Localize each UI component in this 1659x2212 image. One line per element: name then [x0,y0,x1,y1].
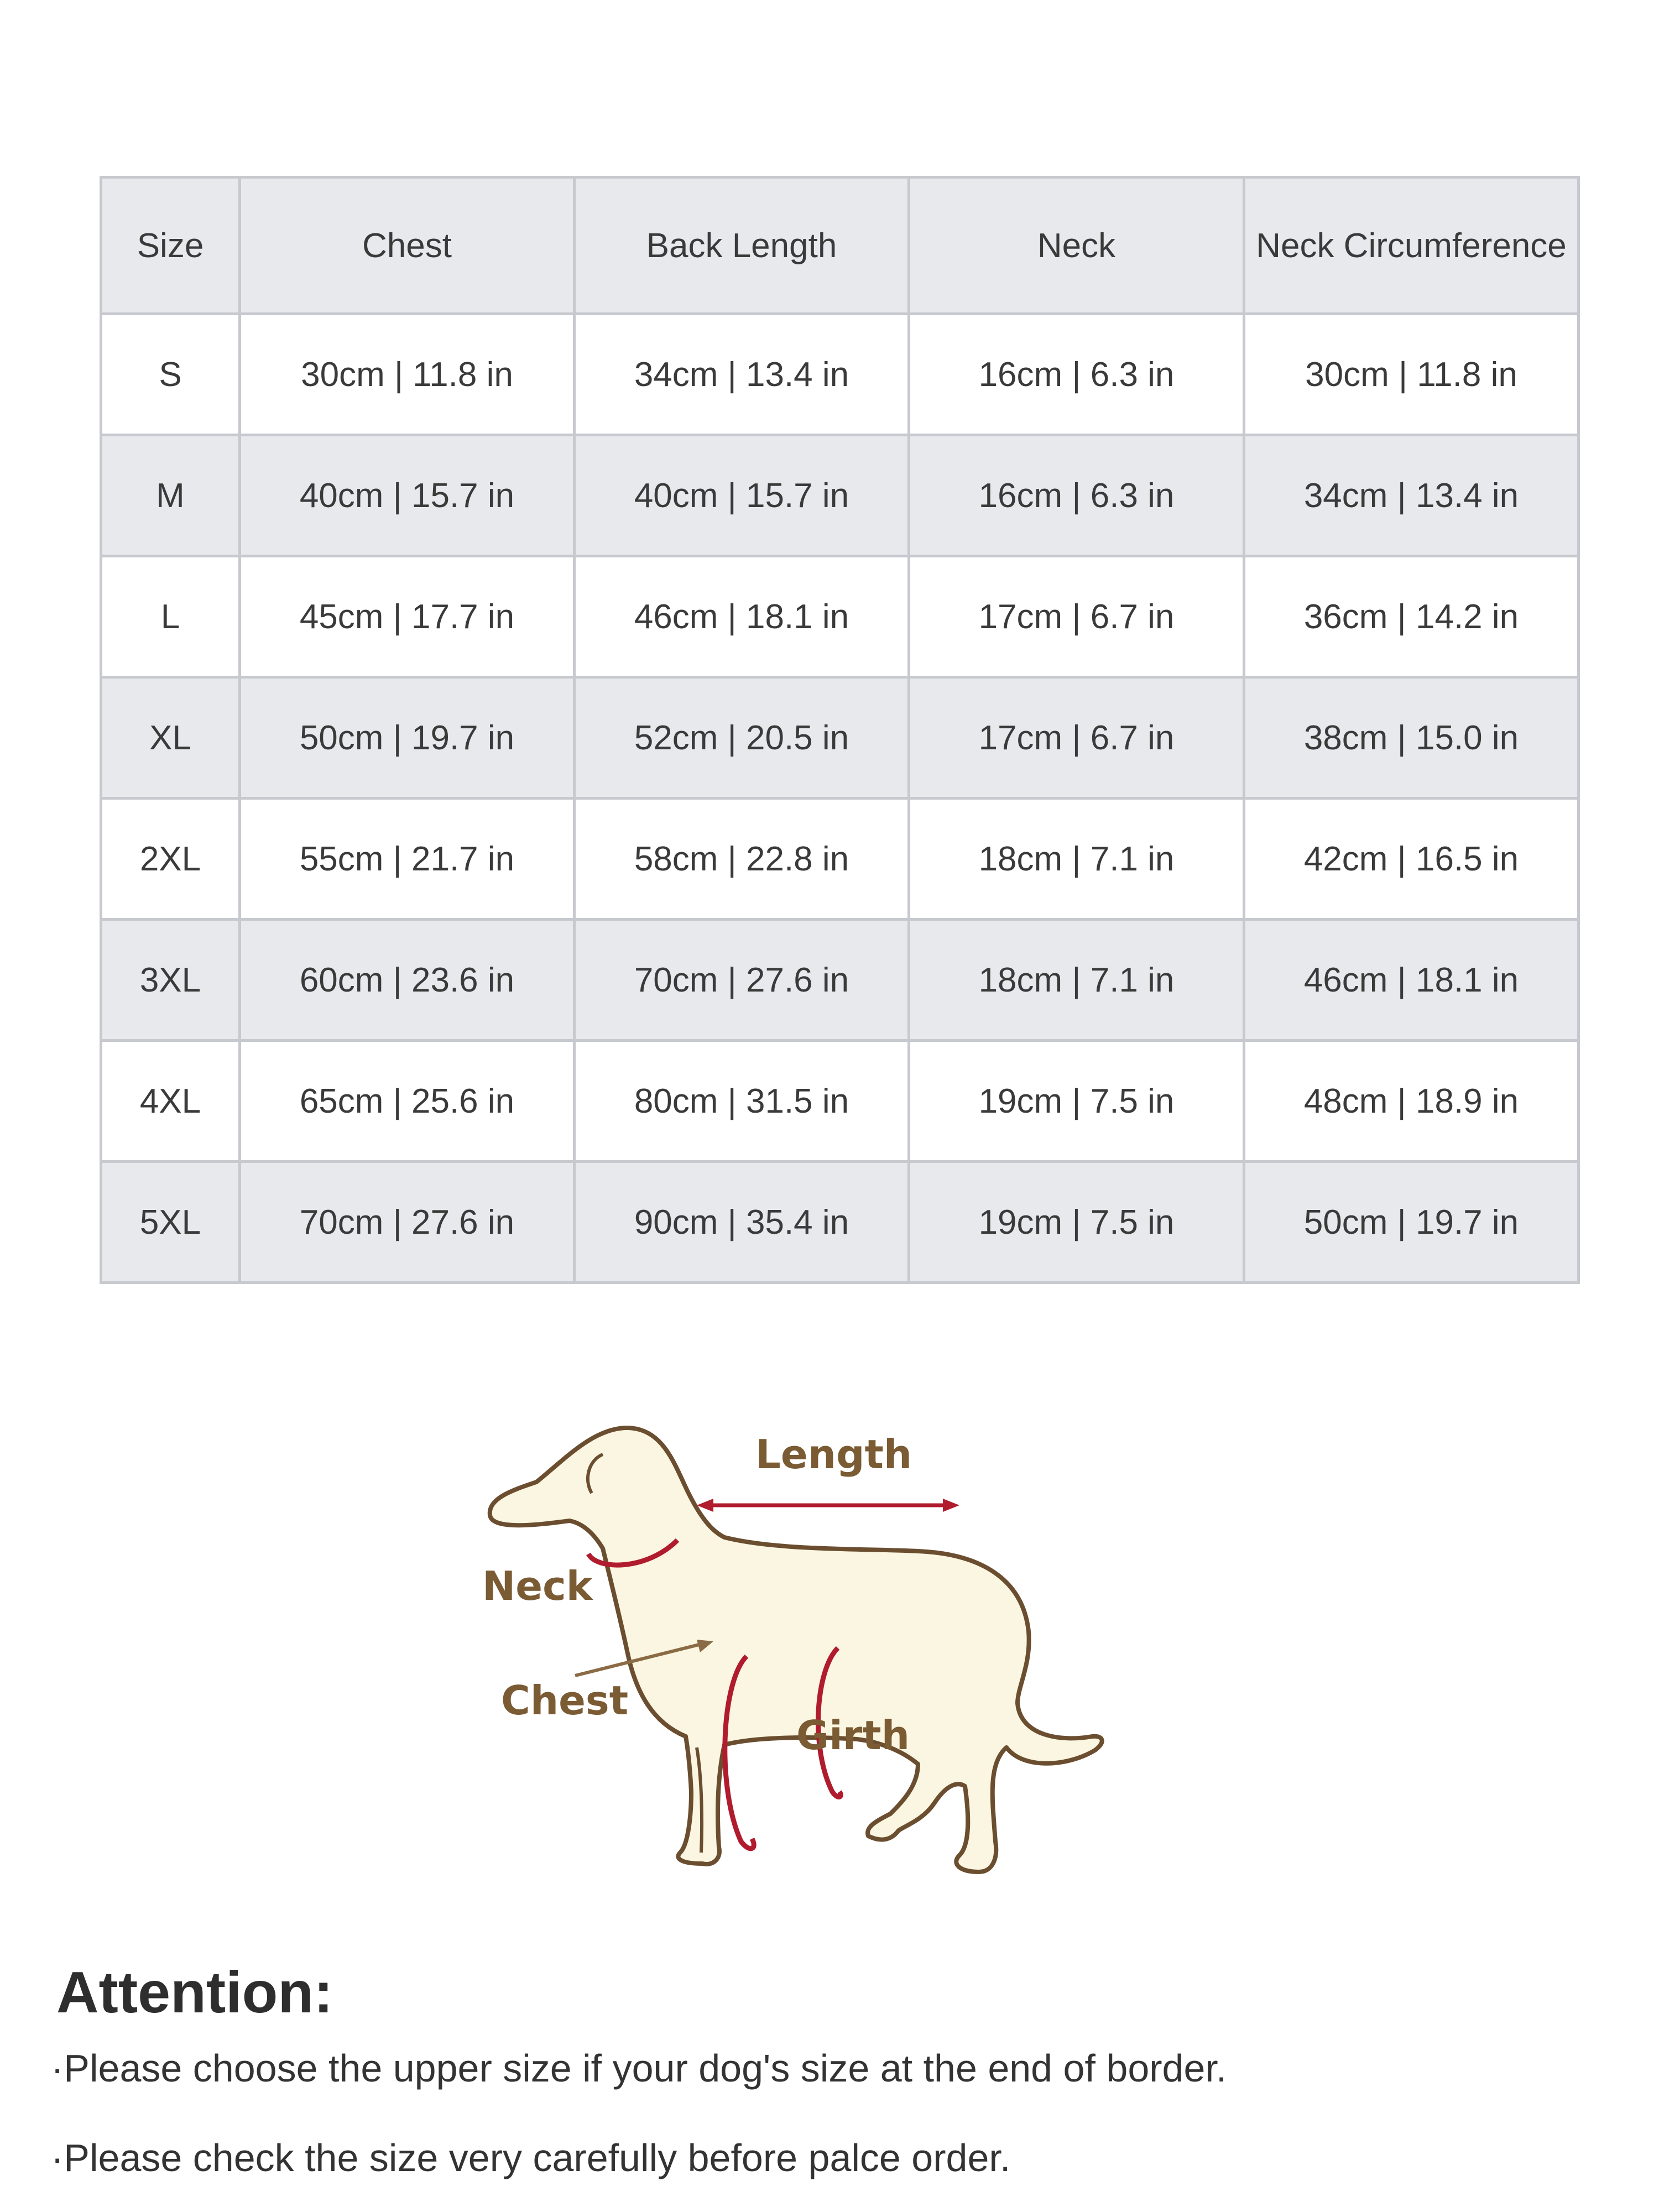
chest-cell: 45cm | 17.7 in [240,556,575,677]
chest-cell: 60cm | 23.6 in [240,920,575,1041]
header-neck: Neck [909,178,1244,314]
neck-cell: 16cm | 6.3 in [909,435,1244,556]
size-cell: M [101,435,240,556]
dog-body-illustration [490,1428,1102,1872]
size-cell: XL [101,677,240,799]
back-length-cell: 90cm | 35.4 in [575,1162,909,1283]
chest-cell: 30cm | 11.8 in [240,314,575,435]
back-length-cell: 52cm | 20.5 in [575,677,909,799]
chest-cell: 50cm | 19.7 in [240,677,575,799]
size-cell: S [101,314,240,435]
neck-circumference-cell: 46cm | 18.1 in [1244,920,1579,1041]
attention-heading: Attention: [56,1960,333,2025]
neck-circumference-cell: 48cm | 18.9 in [1244,1041,1579,1162]
table-row [101,556,1579,677]
chest-cell: 65cm | 25.6 in [240,1041,575,1162]
table-row [101,799,1579,920]
neck-cell: 19cm | 7.5 in [909,1162,1244,1283]
back-length-cell: 58cm | 22.8 in [575,799,909,920]
chest-label: Chest [501,1677,629,1724]
back-length-cell: 46cm | 18.1 in [575,556,909,677]
back-length-cell: 34cm | 13.4 in [575,314,909,435]
chest-cell: 70cm | 27.6 in [240,1162,575,1283]
table-row [101,677,1579,799]
size-chart-body [101,314,1579,1283]
chest-cell: 55cm | 21.7 in [240,799,575,920]
neck-cell: 19cm | 7.5 in [909,1041,1244,1162]
chest-cell: 40cm | 15.7 in [240,435,575,556]
size-cell: 2XL [101,799,240,920]
length-arrow-right-head [943,1499,959,1512]
header-row [101,178,1579,314]
neck-cell: 17cm | 6.7 in [909,677,1244,799]
back-length-cell: 70cm | 27.6 in [575,920,909,1041]
neck-cell: 17cm | 6.7 in [909,556,1244,677]
girth-label: Girth [796,1712,910,1759]
neck-circumference-cell: 34cm | 13.4 in [1244,435,1579,556]
dog-diagram-svg [470,1405,1134,1902]
table-row [101,314,1579,435]
back-length-cell: 40cm | 15.7 in [575,435,909,556]
neck-cell: 18cm | 7.1 in [909,920,1244,1041]
header-size: Size [101,178,240,314]
attention-note-upper-size: ·Please choose the upper size if your dog's size at the end of border. [51,2047,1227,2090]
neck-cell: 16cm | 6.3 in [909,314,1244,435]
size-cell: 4XL [101,1041,240,1162]
neck-circumference-cell: 50cm | 19.7 in [1244,1162,1579,1283]
neck-circumference-cell: 38cm | 15.0 in [1244,677,1579,799]
size-cell: L [101,556,240,677]
attention-note-check-size: ·Please check the size very carefully before palce order. [51,2136,1011,2179]
header-chest: Chest [240,178,575,314]
neck-circumference-cell: 36cm | 14.2 in [1244,556,1579,677]
length-label: Length [755,1431,912,1478]
neck-circumference-cell: 30cm | 11.8 in [1244,314,1579,435]
dog-measurement-diagram [470,1405,1134,1902]
size-cell: 5XL [101,1162,240,1283]
neck-circumference-cell: 42cm | 16.5 in [1244,799,1579,920]
back-length-cell: 80cm | 31.5 in [575,1041,909,1162]
neck-cell: 18cm | 7.1 in [909,799,1244,920]
table-row [101,1162,1579,1283]
table-row [101,1041,1579,1162]
size-chart-header [101,178,1579,314]
size-cell: 3XL [101,920,240,1041]
neck-label: Neck [482,1563,593,1609]
table-row [101,920,1579,1041]
size-chart-table [100,176,1580,1284]
table-row [101,435,1579,556]
header-neck-circumference: Neck Circumference [1244,178,1579,314]
header-back-length: Back Length [575,178,909,314]
